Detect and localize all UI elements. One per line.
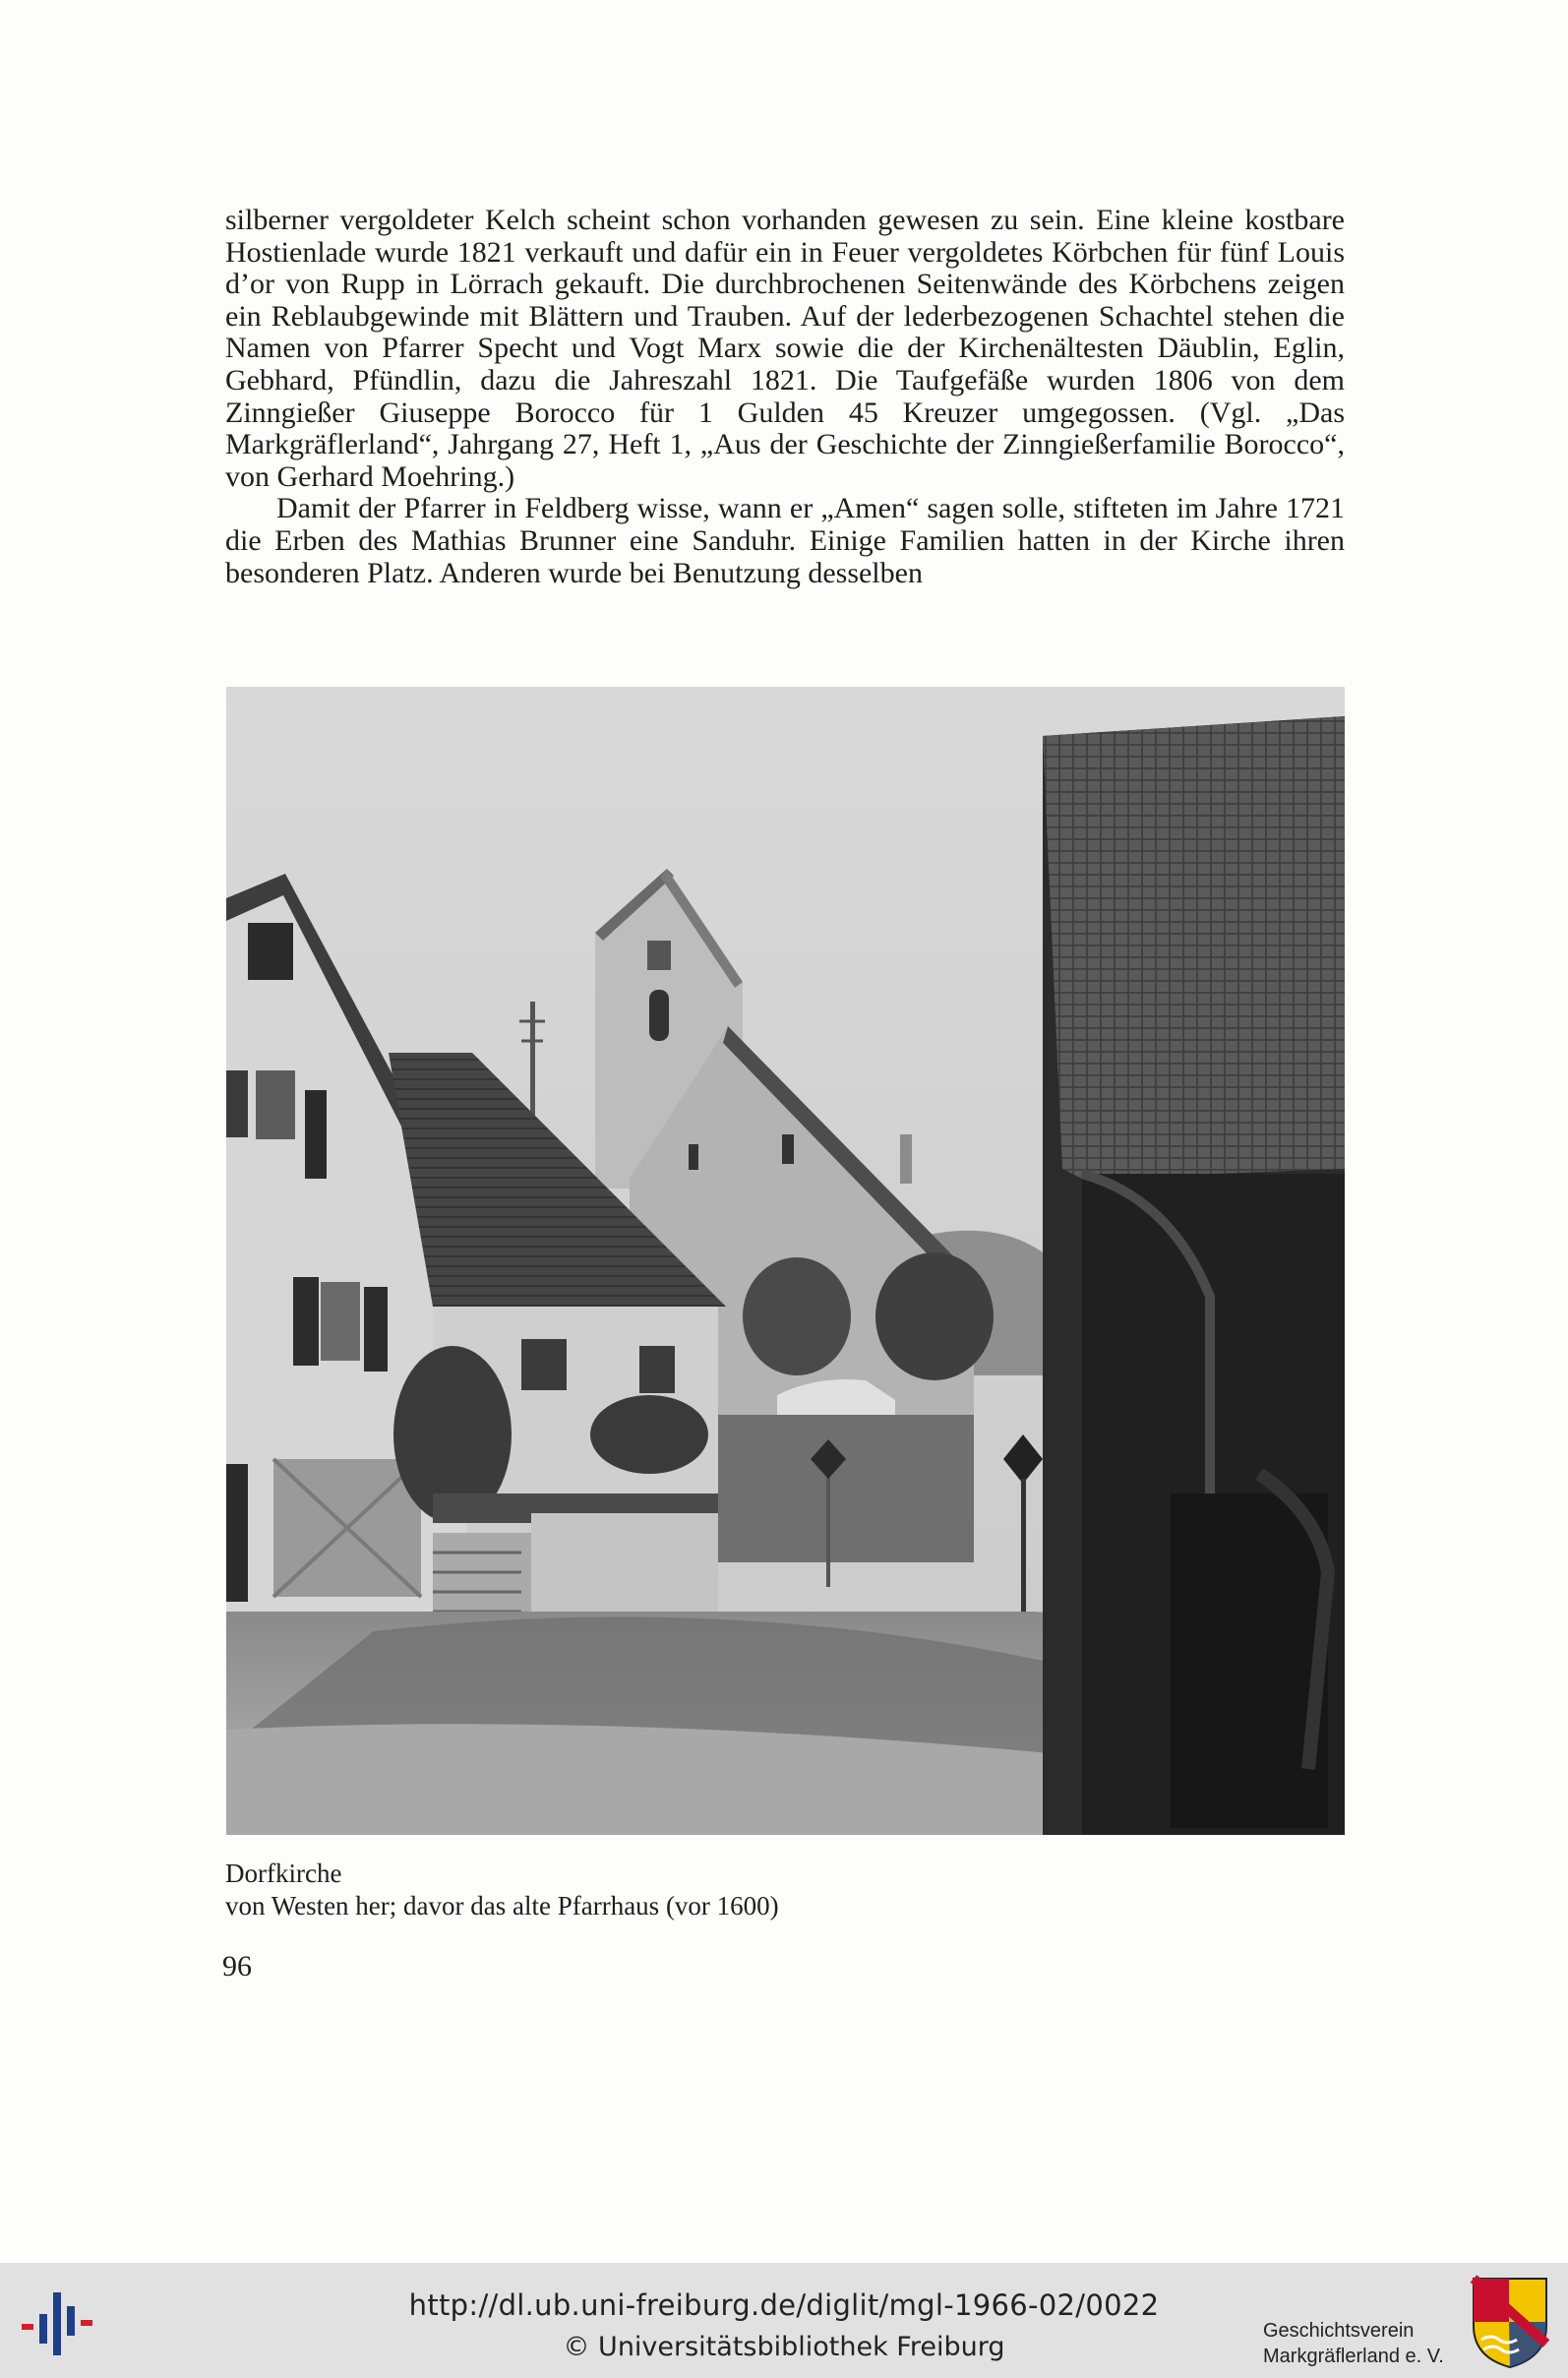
paragraph-1: silberner vergoldeter Kelch scheint schon vorhanden gewesen zu sein. Eine kleine kostbare Hostienlade wurde 1821 verkauft und dafür ein in Feuer vergoldetes Körbchen für fünf Louis d’or von Rupp in Lörrach gekauft. Die durchbrochenen Seitenwände des Körbchens zeigen ein Reblaubgewinde mit Blättern und Trauben. Auf der lederbezogenen Schachtel stehen die Namen von Pfarrer Specht und Vogt Marx sowie die der Kirchenältesten Däublin, Eglin, Gebhard, Pfündlin, dazu die Jahreszahl 1821. Die Taufgefäße wurden 1806 von dem Zinngießer Giuseppe Borocco für 1 Gulden 45 Kreuzer umgegossen. (Vgl. „Das Markgräflerland“, Jahrgang 27, Heft 1, „Aus der Geschichte der Zinngießerfamilie Borocco“, von Gerhard Moehring.) [225, 204, 1345, 493]
document-url-link[interactable]: http://dl.ub.uni-freiburg.de/diglit/mgl-1966-02/0022 [408, 2288, 1160, 2322]
copyright-text: © Universitätsbibliothek Freiburg [563, 2332, 1005, 2362]
paragraph-2: Damit der Pfarrer in Feldberg wisse, wann er „Amen“ sagen solle, stifteten im Jahre 1721 die Erben des Mathias Brunner eine Sanduhr. Einige Familien hatten in der Kirche ihren besonderen Platz. Anderen wurde bei Benutzung desselben [225, 492, 1345, 589]
caption-description: von Westen her; davor das alte Pfarrhaus (vor 1600) [225, 1891, 779, 1921]
caption-title: Dorfkirche [225, 1859, 342, 1888]
photo-caption [225, 1858, 779, 1922]
society-name [1263, 2318, 1460, 2369]
church-photograph [226, 687, 1345, 1835]
footer-bar [0, 2263, 1568, 2378]
society-line-1: Geschichtsverein [1263, 2320, 1415, 2342]
coat-of-arms-icon[interactable] [1470, 2275, 1550, 2369]
page-number: 96 [222, 1950, 252, 1982]
body-text [225, 205, 1345, 589]
society-line-2: Markgräflerland e. V. [1263, 2346, 1444, 2367]
